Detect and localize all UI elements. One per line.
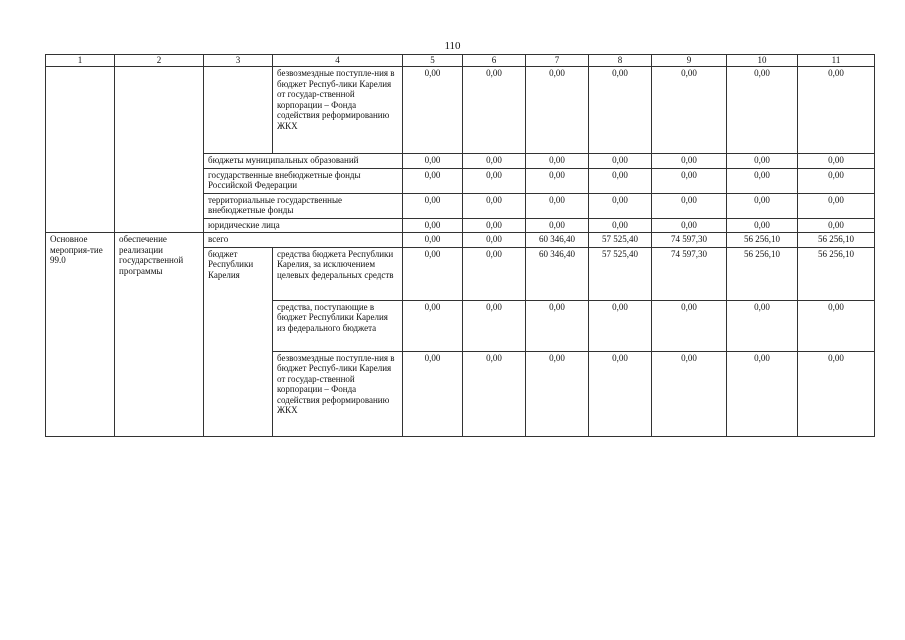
value-cell: 0,00 bbox=[403, 351, 463, 436]
value-cell: 60 346,40 bbox=[526, 247, 589, 300]
column-header: 10 bbox=[727, 55, 798, 67]
value-cell: 0,00 bbox=[589, 154, 652, 169]
value-cell: 0,00 bbox=[403, 300, 463, 351]
empty-cell bbox=[46, 67, 115, 233]
source-label: безвозмездные поступле-ния в бюджет Респуб-лики Карелия от государ-ственной корпорации – Фонда содействия реформированию ЖКХ bbox=[273, 67, 403, 154]
value-cell: 0,00 bbox=[589, 168, 652, 193]
value-cell: 0,00 bbox=[463, 193, 526, 218]
value-cell: 0,00 bbox=[727, 154, 798, 169]
value-cell: 56 256,10 bbox=[727, 233, 798, 248]
value-cell: 57 525,40 bbox=[589, 247, 652, 300]
value-cell: 0,00 bbox=[526, 168, 589, 193]
value-cell: 0,00 bbox=[463, 300, 526, 351]
value-cell: 0,00 bbox=[727, 300, 798, 351]
value-cell: 0,00 bbox=[463, 154, 526, 169]
source-label: государственные внебюджетные фонды Российской Федерации bbox=[204, 168, 403, 193]
source-label: безвозмездные поступле-ния в бюджет Респуб-лики Карелия от государ-ственной корпорации – Фонда содействия реформированию ЖКХ bbox=[273, 351, 403, 436]
value-cell: 56 256,10 bbox=[727, 247, 798, 300]
value-cell: 0,00 bbox=[798, 193, 875, 218]
value-cell: 0,00 bbox=[798, 154, 875, 169]
value-cell: 0,00 bbox=[526, 218, 589, 233]
value-cell: 74 597,30 bbox=[652, 233, 727, 248]
value-cell: 0,00 bbox=[403, 154, 463, 169]
page-number: 110 bbox=[444, 40, 461, 52]
value-cell: 0,00 bbox=[463, 233, 526, 248]
value-cell: 0,00 bbox=[403, 218, 463, 233]
value-cell: 0,00 bbox=[526, 351, 589, 436]
value-cell: 0,00 bbox=[798, 168, 875, 193]
value-cell: 0,00 bbox=[589, 193, 652, 218]
value-cell: 0,00 bbox=[403, 67, 463, 154]
value-cell: 0,00 bbox=[652, 351, 727, 436]
column-header: 5 bbox=[403, 55, 463, 67]
column-header: 11 bbox=[798, 55, 875, 67]
column-header: 3 bbox=[204, 55, 273, 67]
measure-status: Основное мероприя-тие 99.0 bbox=[46, 233, 115, 437]
value-cell: 0,00 bbox=[727, 218, 798, 233]
column-header: 8 bbox=[589, 55, 652, 67]
value-cell: 0,00 bbox=[798, 218, 875, 233]
column-header: 7 bbox=[526, 55, 589, 67]
source-label: средства бюджета Республики Карелия, за исключением целевых федеральных средств bbox=[273, 247, 403, 300]
value-cell: 0,00 bbox=[589, 67, 652, 154]
column-header: 6 bbox=[463, 55, 526, 67]
column-header: 9 bbox=[652, 55, 727, 67]
value-cell: 0,00 bbox=[798, 351, 875, 436]
value-cell: 0,00 bbox=[727, 67, 798, 154]
measure-name: обеспечение реализации государственной программы bbox=[115, 233, 204, 437]
value-cell: 0,00 bbox=[798, 67, 875, 154]
value-cell: 0,00 bbox=[798, 300, 875, 351]
value-cell: 0,00 bbox=[463, 351, 526, 436]
source-label: территориальные государственные внебюджетные фонды bbox=[204, 193, 403, 218]
value-cell: 57 525,40 bbox=[589, 233, 652, 248]
value-cell: 0,00 bbox=[403, 247, 463, 300]
empty-cell bbox=[204, 67, 273, 154]
total-label: всего bbox=[204, 233, 403, 248]
value-cell: 0,00 bbox=[526, 193, 589, 218]
value-cell: 0,00 bbox=[652, 154, 727, 169]
value-cell: 0,00 bbox=[589, 351, 652, 436]
value-cell: 0,00 bbox=[652, 193, 727, 218]
column-header: 2 bbox=[115, 55, 204, 67]
value-cell: 0,00 bbox=[463, 218, 526, 233]
value-cell: 0,00 bbox=[526, 67, 589, 154]
value-cell: 0,00 bbox=[463, 168, 526, 193]
source-label: бюджеты муниципальных образований bbox=[204, 154, 403, 169]
value-cell: 0,00 bbox=[526, 300, 589, 351]
value-cell: 0,00 bbox=[403, 168, 463, 193]
value-cell: 0,00 bbox=[589, 218, 652, 233]
value-cell: 0,00 bbox=[463, 247, 526, 300]
budget-table bbox=[45, 54, 875, 437]
empty-cell bbox=[115, 67, 204, 233]
table-row bbox=[46, 233, 875, 248]
column-header-row bbox=[46, 55, 875, 67]
table-row bbox=[46, 67, 875, 154]
value-cell: 0,00 bbox=[652, 168, 727, 193]
value-cell: 74 597,30 bbox=[652, 247, 727, 300]
column-header: 4 bbox=[273, 55, 403, 67]
value-cell: 60 346,40 bbox=[526, 233, 589, 248]
source-label: средства, поступающие в бюджет Республики Карелия из федерального бюджета bbox=[273, 300, 403, 351]
value-cell: 0,00 bbox=[589, 300, 652, 351]
value-cell: 0,00 bbox=[526, 154, 589, 169]
value-cell: 0,00 bbox=[403, 193, 463, 218]
value-cell: 0,00 bbox=[652, 218, 727, 233]
source-group: бюджет Республики Карелия bbox=[204, 247, 273, 436]
value-cell: 56 256,10 bbox=[798, 233, 875, 248]
value-cell: 0,00 bbox=[727, 168, 798, 193]
value-cell: 0,00 bbox=[652, 300, 727, 351]
value-cell: 0,00 bbox=[727, 351, 798, 436]
value-cell: 0,00 bbox=[727, 193, 798, 218]
column-header: 1 bbox=[46, 55, 115, 67]
value-cell: 56 256,10 bbox=[798, 247, 875, 300]
value-cell: 0,00 bbox=[652, 67, 727, 154]
value-cell: 0,00 bbox=[463, 67, 526, 154]
value-cell: 0,00 bbox=[403, 233, 463, 248]
source-label: юридические лица bbox=[204, 218, 403, 233]
